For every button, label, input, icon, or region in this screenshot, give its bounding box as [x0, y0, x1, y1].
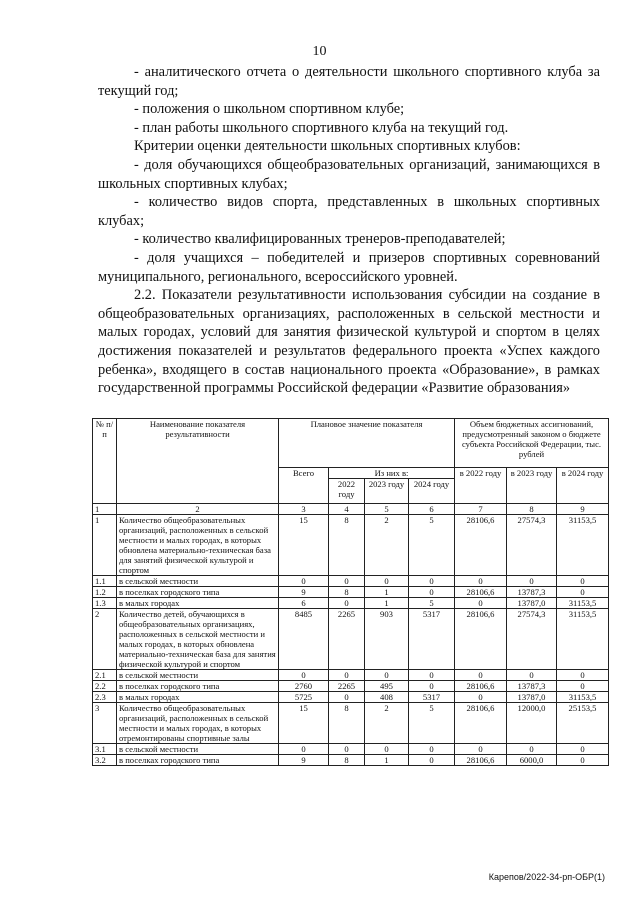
cell-b2022: 0: [455, 744, 507, 755]
cell-y2022: 2265: [329, 609, 365, 670]
cell-y2023: 903: [365, 609, 409, 670]
cell-b2022: 28106,6: [455, 587, 507, 598]
table-row: [93, 692, 609, 703]
table-row: [93, 576, 609, 587]
cell-y2024: 0: [409, 587, 455, 598]
cell-b2022: 0: [455, 576, 507, 587]
cell-name: в поселках городского типа: [117, 681, 279, 692]
cell-y2024: 0: [409, 576, 455, 587]
paragraph: - положения о школьном спортивном клубе;: [134, 101, 405, 118]
cell-num: 3.1: [93, 744, 117, 755]
cell-num: 1.2: [93, 587, 117, 598]
cell-name: в сельской местности: [117, 670, 279, 681]
cell-y2022: 0: [329, 598, 365, 609]
cell-num: 3: [93, 703, 117, 744]
indicators-table: [92, 418, 609, 766]
cell-y2024: 5: [409, 703, 455, 744]
cell-y2023: 0: [365, 744, 409, 755]
cell-y2024: 0: [409, 744, 455, 755]
cell-total: 9: [279, 755, 329, 766]
col-number: 2: [117, 504, 279, 515]
cell-b2024: 31153,5: [557, 692, 609, 703]
col-number: 5: [365, 504, 409, 515]
col-number: 1: [93, 504, 117, 515]
cell-total: 5725: [279, 692, 329, 703]
cell-b2024: 25153,5: [557, 703, 609, 744]
cell-num: 2: [93, 609, 117, 670]
cell-num: 1.3: [93, 598, 117, 609]
header-total: Всего: [279, 468, 329, 504]
cell-b2023: 13787,0: [507, 598, 557, 609]
cell-b2024: 31153,5: [557, 598, 609, 609]
paragraph: - доля обучающихся общеобразовательных организаций, занимающихся в школьных спортивных клубах;: [98, 156, 600, 192]
cell-b2023: 13787,0: [507, 692, 557, 703]
cell-y2024: 5317: [409, 609, 455, 670]
paragraph: 2.2. Показатели результативности использования субсидии на создание в общеобразовательных организациях, расположенных в сельской местности и малых городах, условий для занятия физической культурой и спортом в целях достижения показателей и результатов федерального проекта «Успех каждого ребенка», входящего в состав национального проекта «Образование», в рамках государственной программы Российской федерации «Развитие образования»: [98, 287, 600, 397]
cell-b2024: 0: [557, 755, 609, 766]
cell-name: Количество общеобразовательных организаций, расположенных в сельской местности и малых городах, в которых отремонтированы спортивные залы: [117, 703, 279, 744]
paragraph: - аналитического отчета о деятельности школьного спортивного клуба за текущий год;: [98, 64, 600, 99]
paragraph: - план работы школьного спортивного клуба на текущий год.: [134, 119, 509, 136]
cell-b2022: 0: [455, 692, 507, 703]
cell-y2022: 8: [329, 703, 365, 744]
cell-y2023: 1: [365, 755, 409, 766]
col-number: 7: [455, 504, 507, 515]
paragraph: - доля учащихся – победителей и призеров спортивных соревнований муниципального, регионального, всероссийского уровней.: [98, 249, 600, 285]
header-budget: Объем бюджетных ассигнований, предусмотренный законом о бюджете субъекта Российской Федерации, тыс. рублей: [455, 419, 609, 468]
cell-name: в сельской местности: [117, 744, 279, 755]
cell-y2023: 1: [365, 598, 409, 609]
header-y2022: 2022 году: [329, 479, 365, 504]
cell-total: 0: [279, 576, 329, 587]
cell-y2024: 5317: [409, 692, 455, 703]
header-name: Наименование показателя результативности: [117, 419, 279, 504]
cell-b2024: 0: [557, 587, 609, 598]
header-y2024: 2024 году: [409, 479, 455, 504]
cell-b2022: 28106,6: [455, 609, 507, 670]
cell-num: 1.1: [93, 576, 117, 587]
cell-y2023: 0: [365, 576, 409, 587]
page-number: 10: [312, 44, 327, 59]
cell-b2023: 0: [507, 576, 557, 587]
cell-y2024: 0: [409, 670, 455, 681]
document-code: Карепов/2022-34-рп-ОБР(1): [488, 872, 605, 882]
cell-y2023: 0: [365, 670, 409, 681]
cell-y2023: 408: [365, 692, 409, 703]
cell-y2024: 5: [409, 515, 455, 576]
cell-name: Количество общеобразовательных организаций, расположенных в сельской местности и малых городах, в которых обновлена материально-техническая база для занятий физической культурой и спортом: [117, 515, 279, 576]
cell-num: 3.2: [93, 755, 117, 766]
cell-total: 15: [279, 703, 329, 744]
cell-b2024: 31153,5: [557, 515, 609, 576]
cell-y2024: 0: [409, 681, 455, 692]
cell-total: 0: [279, 744, 329, 755]
table-row: [93, 609, 609, 670]
column-numbers-row: [93, 504, 609, 515]
table-row: [93, 744, 609, 755]
cell-num: 2.1: [93, 670, 117, 681]
cell-b2023: 27574,3: [507, 515, 557, 576]
cell-y2022: 8: [329, 755, 365, 766]
cell-b2023: 13787,3: [507, 681, 557, 692]
cell-b2022: 28106,6: [455, 755, 507, 766]
cell-total: 2760: [279, 681, 329, 692]
cell-b2024: 31153,5: [557, 609, 609, 670]
header-b2023: в 2023 году: [507, 468, 557, 504]
cell-y2022: 0: [329, 744, 365, 755]
cell-b2023: 0: [507, 744, 557, 755]
table-row: [93, 681, 609, 692]
cell-b2023: 6000,0: [507, 755, 557, 766]
cell-y2024: 5: [409, 598, 455, 609]
cell-y2022: 8: [329, 515, 365, 576]
cell-num: 2.2: [93, 681, 117, 692]
cell-b2022: 0: [455, 598, 507, 609]
cell-y2022: 0: [329, 576, 365, 587]
cell-total: 0: [279, 670, 329, 681]
col-number: 9: [557, 504, 609, 515]
cell-b2022: 28106,6: [455, 703, 507, 744]
cell-y2022: 8: [329, 587, 365, 598]
cell-total: 6: [279, 598, 329, 609]
body-text: [98, 63, 600, 398]
col-number: 4: [329, 504, 365, 515]
header-b2022: в 2022 году: [455, 468, 507, 504]
cell-b2024: 0: [557, 576, 609, 587]
col-number: 8: [507, 504, 557, 515]
col-number: 6: [409, 504, 455, 515]
cell-y2023: 2: [365, 515, 409, 576]
cell-b2023: 0: [507, 670, 557, 681]
cell-y2022: 2265: [329, 681, 365, 692]
cell-b2023: 12000,0: [507, 703, 557, 744]
cell-y2023: 495: [365, 681, 409, 692]
cell-y2024: 0: [409, 755, 455, 766]
cell-name: в малых городах: [117, 692, 279, 703]
cell-b2023: 27574,3: [507, 609, 557, 670]
table-row: [93, 703, 609, 744]
cell-y2023: 1: [365, 587, 409, 598]
cell-name: в поселках городского типа: [117, 587, 279, 598]
table-body: [93, 515, 609, 766]
cell-total: 9: [279, 587, 329, 598]
cell-y2023: 2: [365, 703, 409, 744]
table-row: [93, 515, 609, 576]
header-planned: Плановое значение показателя: [279, 419, 455, 468]
cell-b2022: 0: [455, 670, 507, 681]
paragraph: - количество квалифицированных тренеров-преподавателей;: [134, 231, 506, 248]
header-y2023: 2023 году: [365, 479, 409, 504]
table-row: [93, 587, 609, 598]
paragraph: Критерии оценки деятельности школьных спортивных клубов:: [134, 138, 521, 155]
table-row: [93, 670, 609, 681]
cell-name: в поселках городского типа: [117, 755, 279, 766]
cell-num: 1: [93, 515, 117, 576]
cell-b2023: 13787,3: [507, 587, 557, 598]
cell-total: 15: [279, 515, 329, 576]
header-num: № п/п: [93, 419, 117, 504]
table-row: [93, 755, 609, 766]
cell-b2024: 0: [557, 681, 609, 692]
cell-total: 8485: [279, 609, 329, 670]
cell-b2022: 28106,6: [455, 681, 507, 692]
cell-name: Количество детей, обучающихся в общеобразовательных организациях, расположенных в сельской местности и малых городах, в которых обновлена материально-техническая база для занятия физической культурой и спортом: [117, 609, 279, 670]
cell-b2024: 0: [557, 744, 609, 755]
cell-name: в малых городах: [117, 598, 279, 609]
header-b2024: в 2024 году: [557, 468, 609, 504]
cell-name: в сельской местности: [117, 576, 279, 587]
header-row: [93, 419, 609, 468]
header-of-which: Из них в:: [329, 468, 455, 479]
cell-b2024: 0: [557, 670, 609, 681]
cell-y2022: 0: [329, 692, 365, 703]
cell-b2022: 28106,6: [455, 515, 507, 576]
cell-y2022: 0: [329, 670, 365, 681]
col-number: 3: [279, 504, 329, 515]
cell-num: 2.3: [93, 692, 117, 703]
table-row: [93, 598, 609, 609]
paragraph: - количество видов спорта, представленных в школьных спортивных клубах;: [98, 194, 600, 229]
